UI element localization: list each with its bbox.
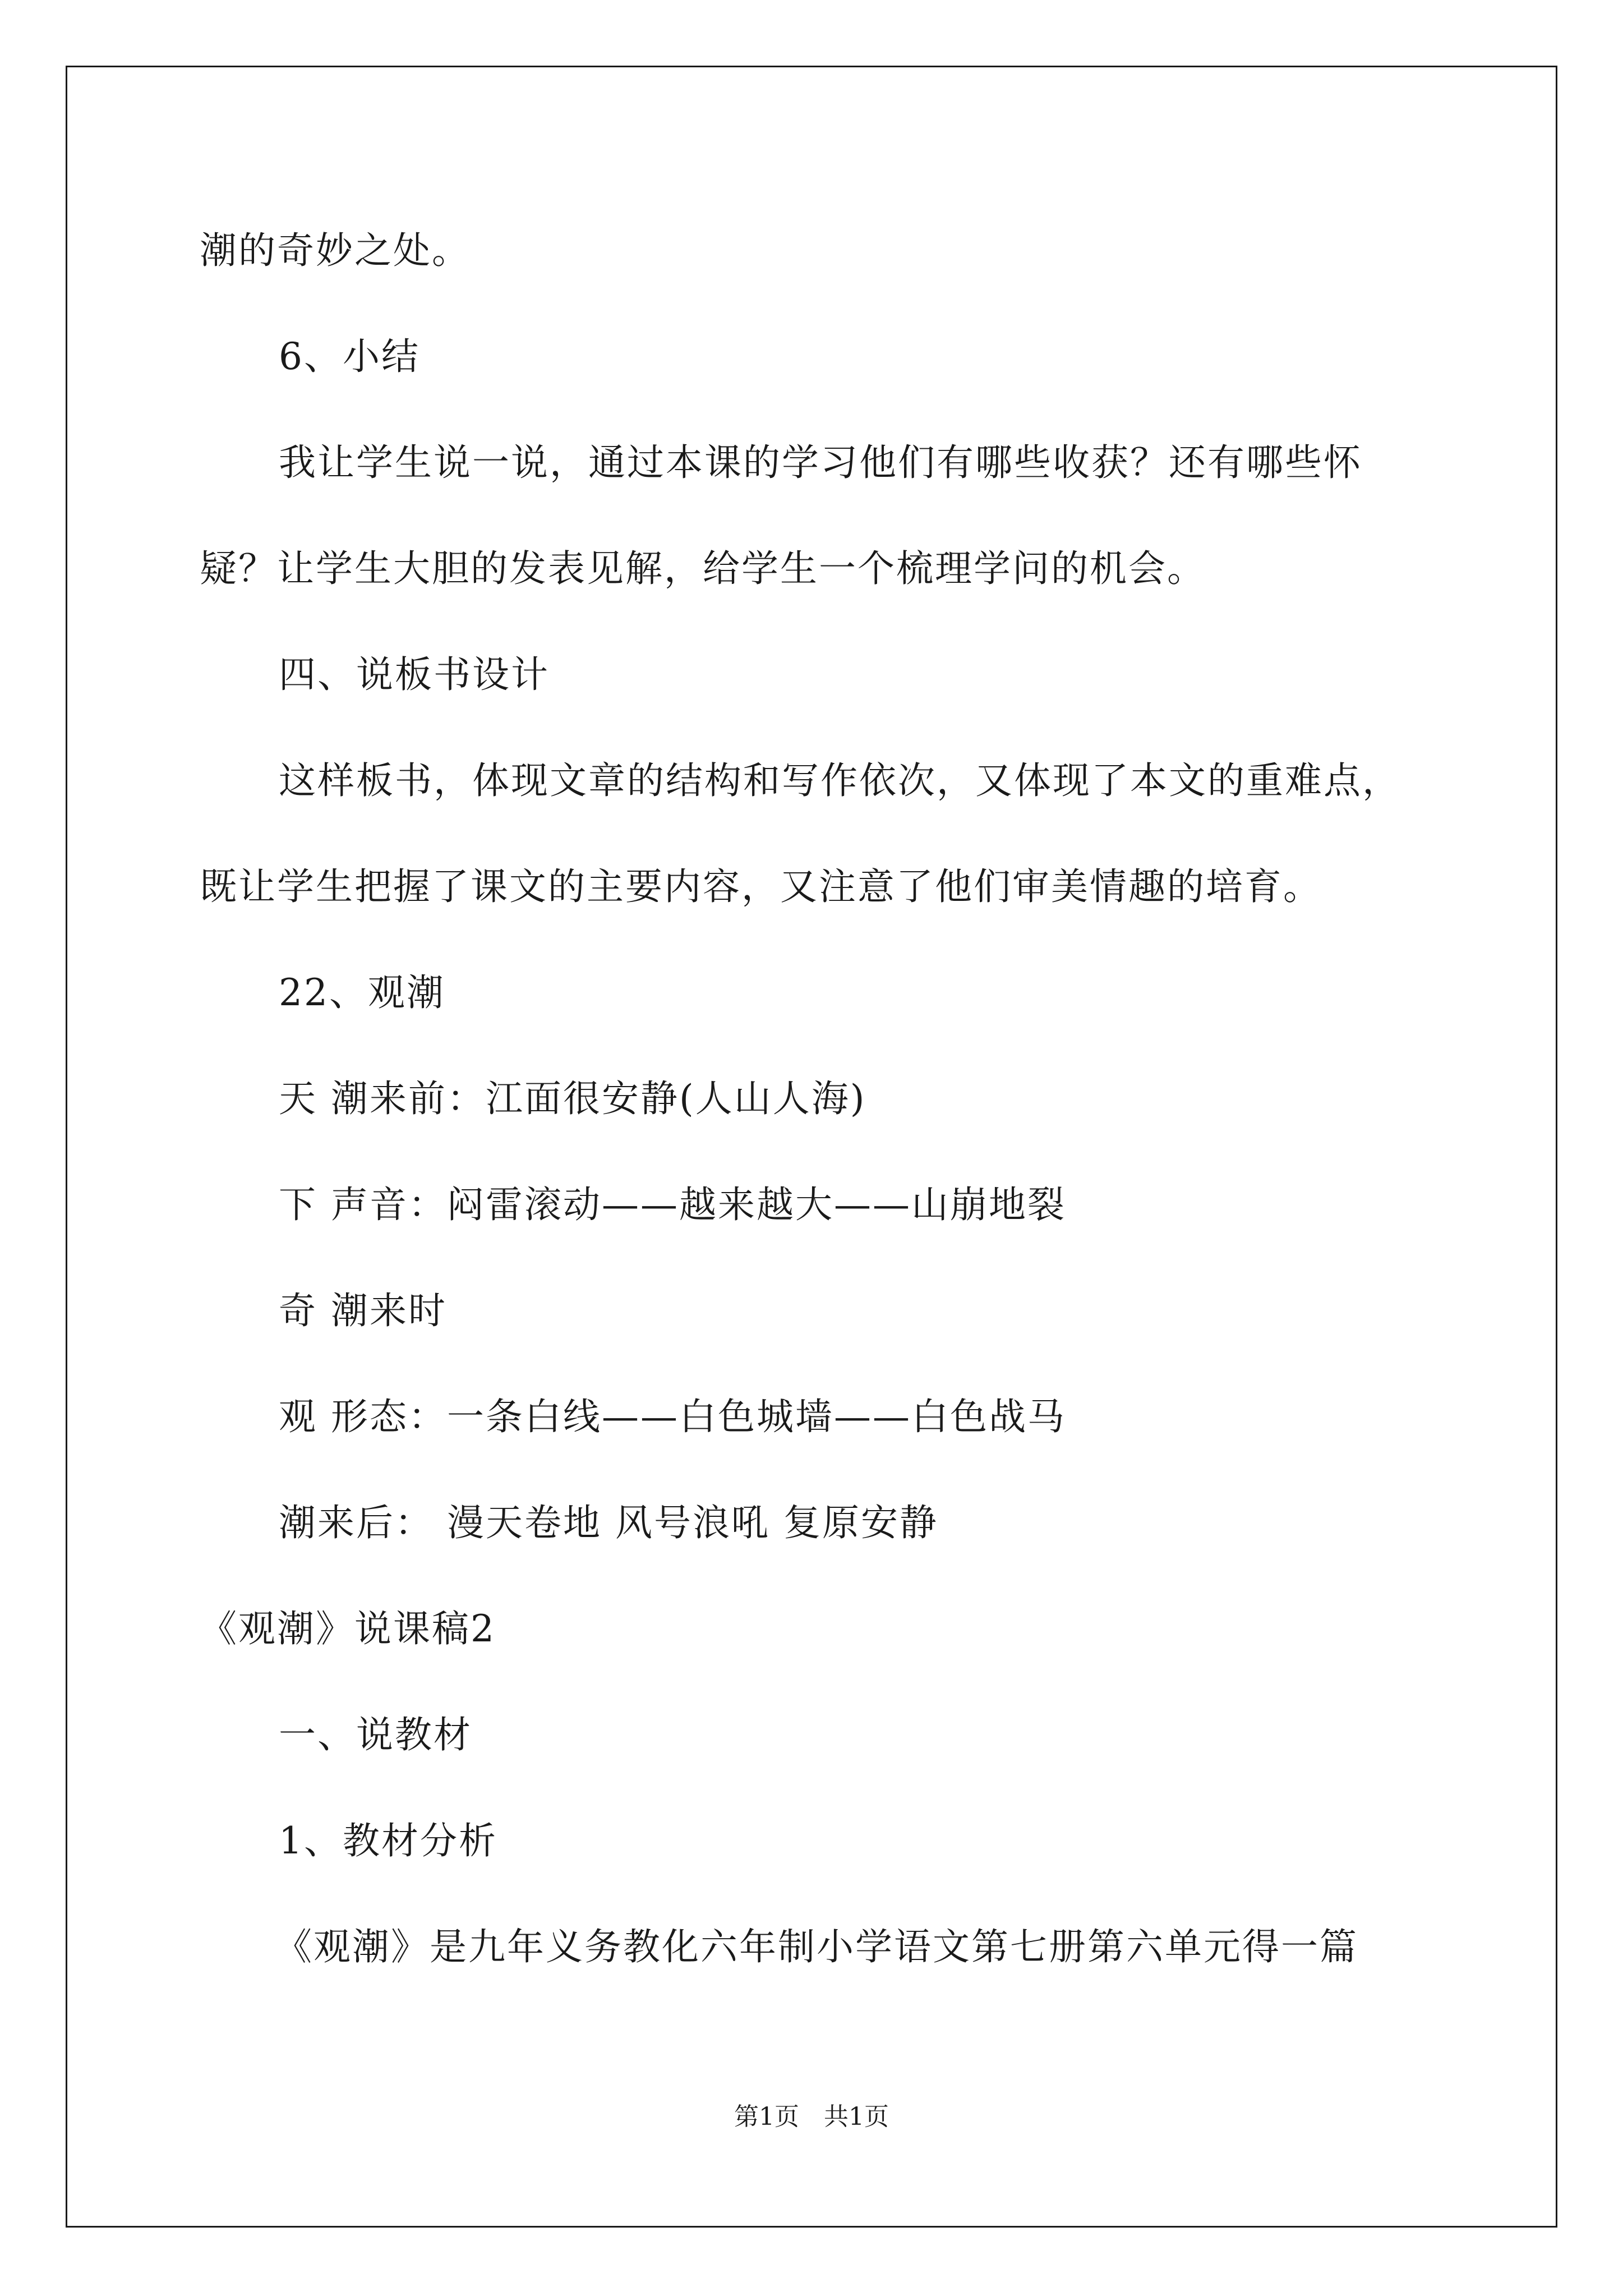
- paragraph-line: 疑？让学生大胆的发表见解，给学生一个梳理学问的机会。: [200, 547, 1206, 590]
- board-line: 天 潮来前：江面很安静(人山人海): [279, 1077, 866, 1120]
- paragraph-line: 这样板书，体现文章的结构和写作依次，又体现了本文的重难点，: [279, 759, 1401, 802]
- board-line: 下 声音：闷雷滚动——越来越大——山崩地裂: [279, 1183, 1066, 1226]
- section-heading: 6、小结: [279, 335, 420, 378]
- page-number: 第1页 共1页: [734, 2102, 889, 2131]
- paragraph-line: 既让学生把握了课文的主要内容，又注意了他们审美情趣的培育。: [200, 865, 1322, 908]
- paragraph-line: 潮的奇妙之处。: [200, 229, 471, 272]
- board-line: 奇 潮来时: [279, 1289, 447, 1332]
- board-title: 22、观潮: [279, 971, 445, 1014]
- paragraph-line: 我让学生说一说，通过本课的学习他们有哪些收获？还有哪些怀: [279, 441, 1362, 484]
- section-heading: 1、教材分析: [279, 1819, 497, 1862]
- board-line: 观 形态：一条白线——白色城墙——白色战马: [279, 1395, 1066, 1438]
- board-line: 潮来后： 漫天卷地 风号浪吼 复原安静: [279, 1501, 938, 1544]
- section-heading: 四、说板书设计: [279, 653, 550, 696]
- section-heading: 一、说教材: [279, 1713, 472, 1756]
- paragraph-line: 《观潮》是九年义务教化六年制小学语文第七册第六单元得一篇: [275, 1925, 1358, 1968]
- page-border: [66, 66, 1557, 2228]
- document-title: 《观潮》说课稿2: [200, 1607, 496, 1650]
